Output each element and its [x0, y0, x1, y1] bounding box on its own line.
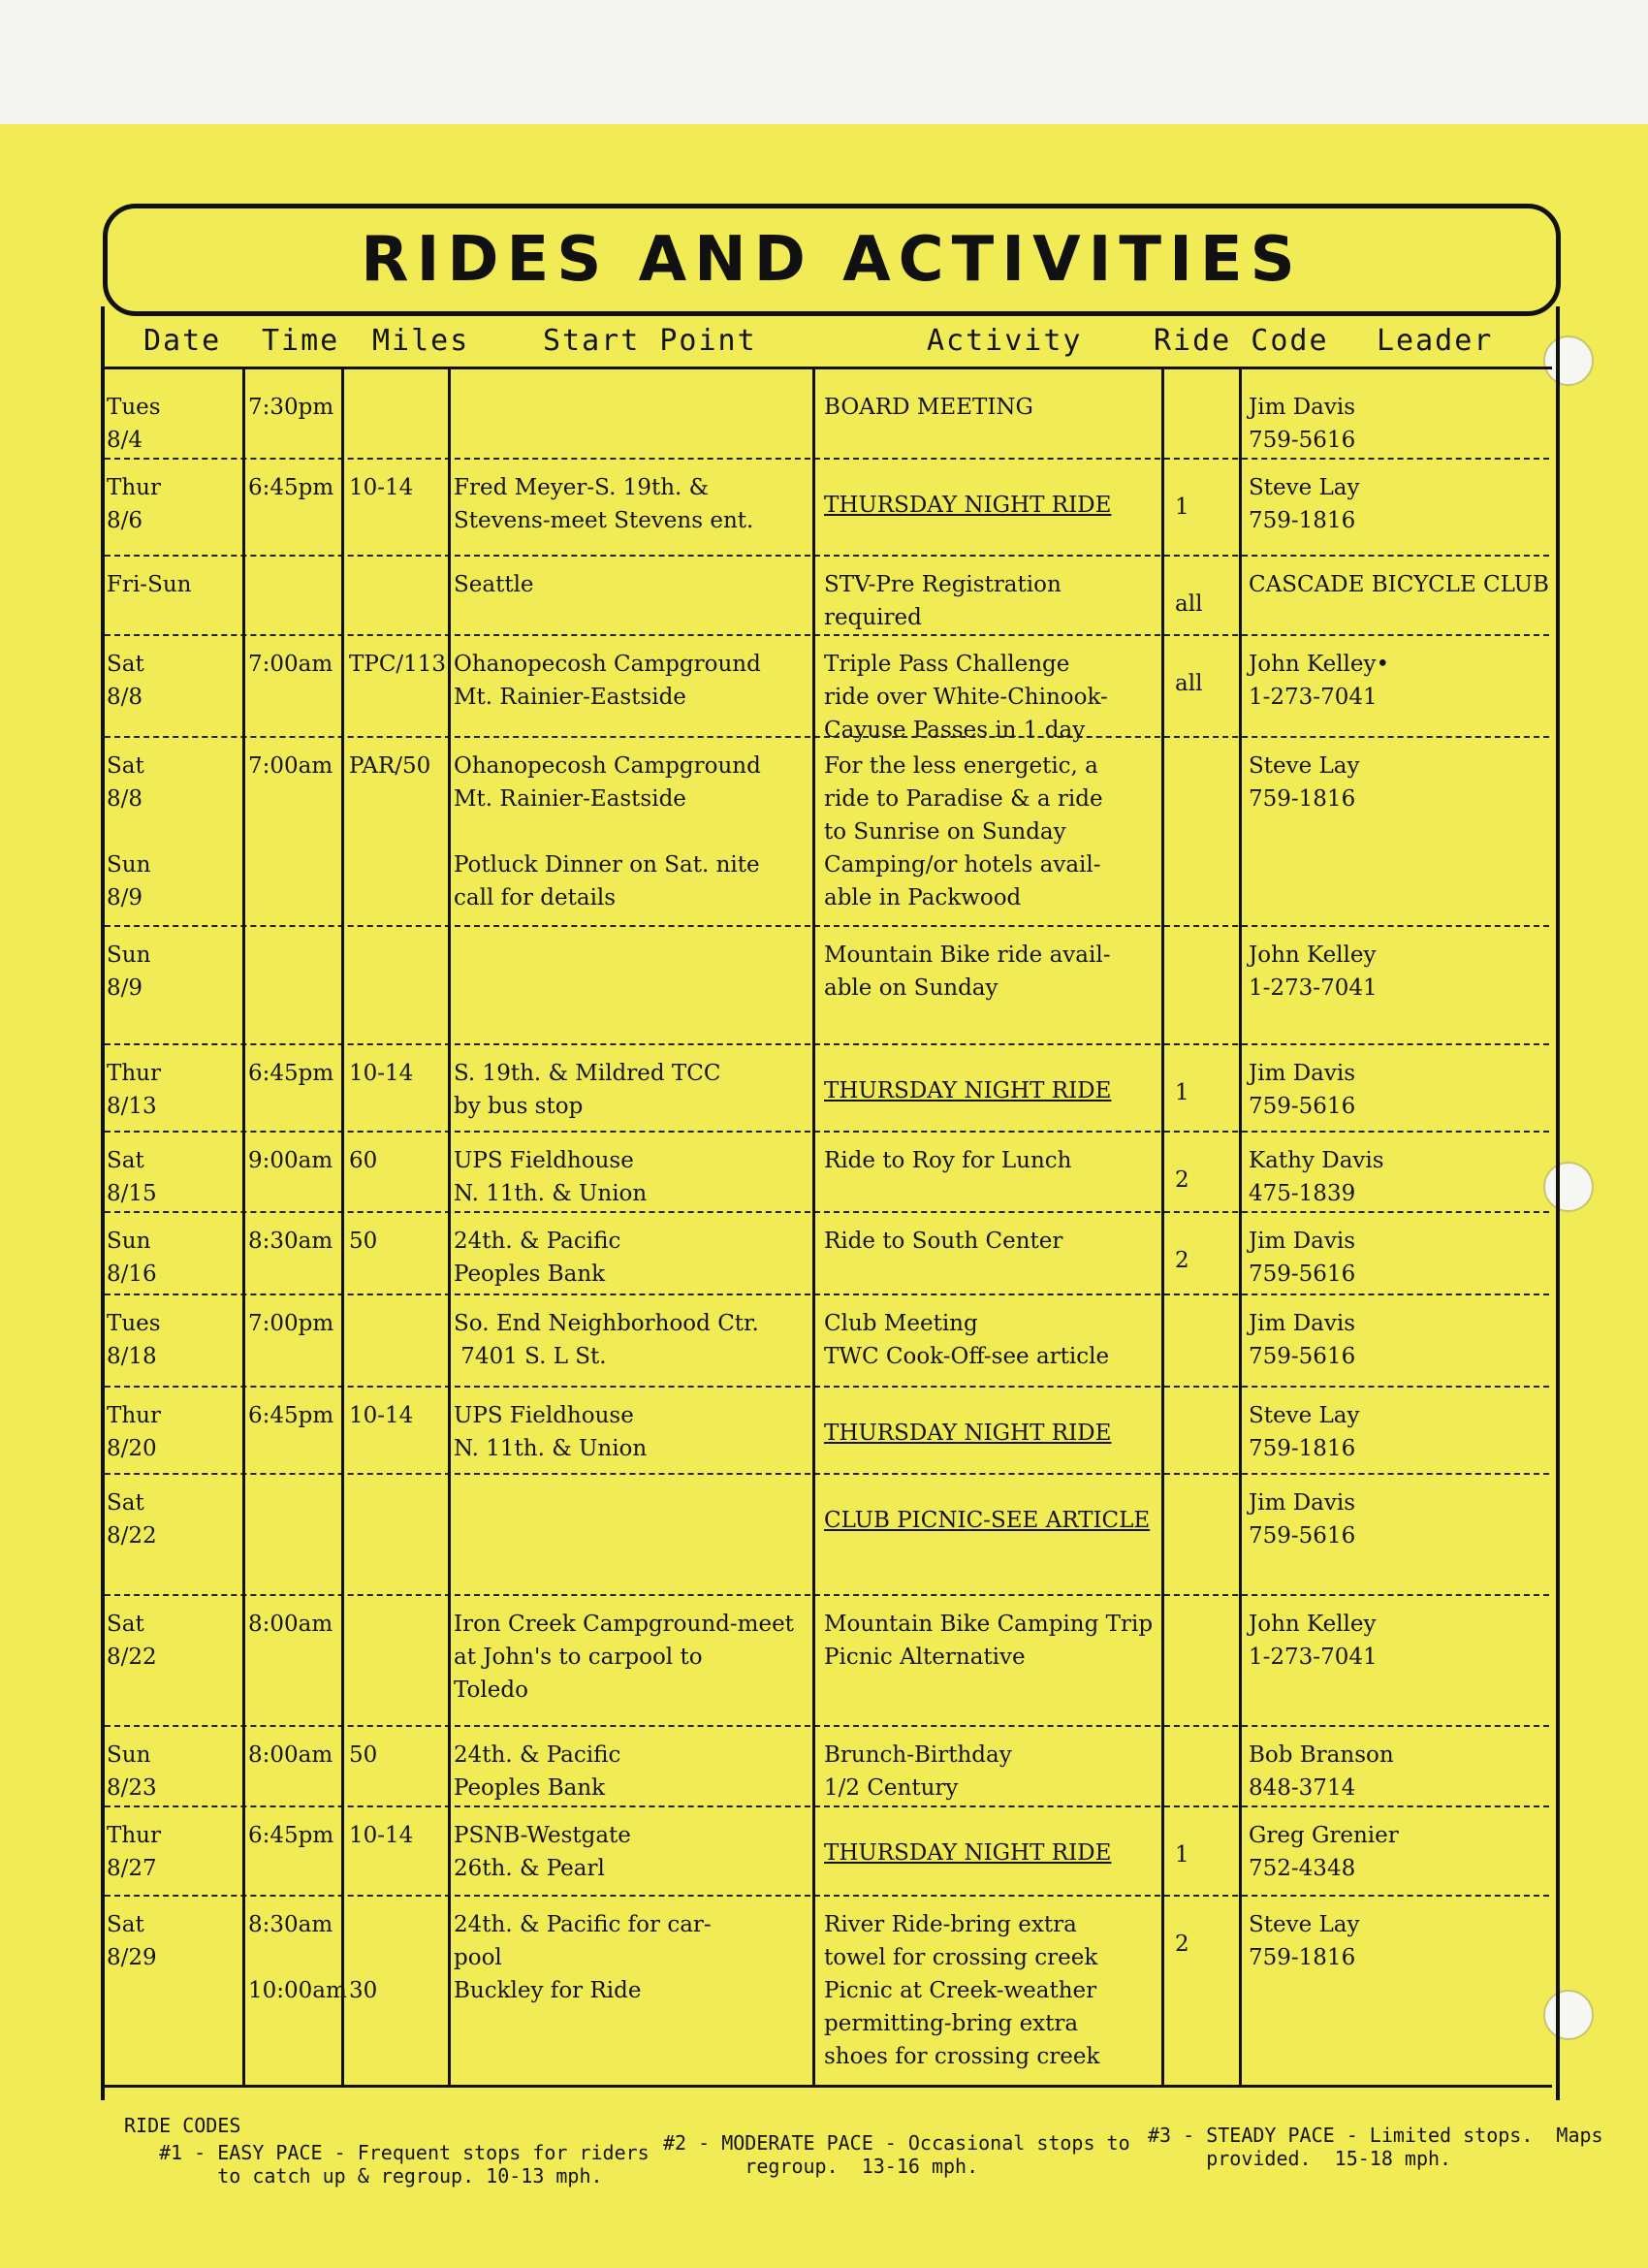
leader-cell: Jim Davis 759-5616 — [1249, 1490, 1356, 1549]
activity-cell: Mountain Bike Camping Trip Picnic Alternative — [824, 1612, 1154, 1670]
header-rule — [101, 367, 1552, 369]
ride-codes-heading: RIDE CODES — [124, 2114, 241, 2137]
activity-cell: BOARD MEETING — [824, 395, 1033, 420]
date-cell: Thur 8/13 — [107, 1061, 161, 1119]
start-point-cell: S. 19th. & Mildred TCC by bus stop — [454, 1061, 721, 1119]
column-header-ride-code: Ride Code — [1154, 324, 1329, 358]
row-divider — [105, 925, 1549, 927]
start-point-cell: Ohanopecosh Campground Mt. Rainier-Eastside Potluck Dinner on Sat. nite call for details — [454, 753, 761, 910]
time-cell: 8:00am — [248, 1612, 333, 1637]
leader-cell: Kathy Davis 475-1839 — [1249, 1148, 1384, 1206]
column-header-date: Date — [143, 324, 222, 358]
row-divider — [105, 1131, 1549, 1133]
miles-cell: 10-14 — [349, 1403, 414, 1428]
start-point-cell: UPS Fieldhouse N. 11th. & Union — [454, 1148, 648, 1206]
leader-cell: Steve Lay 759-1816 — [1249, 1403, 1360, 1461]
activity-cell: STV-Pre Registration required — [824, 572, 1062, 630]
start-point-cell: Iron Creek Campground-meet at John's to carpool to Toledo — [454, 1612, 794, 1703]
date-cell: Sat 8/15 — [107, 1148, 157, 1206]
time-cell: 8:00am — [248, 1742, 333, 1768]
date-cell: Tues 8/4 — [107, 395, 161, 453]
leader-cell: John Kelley• 1-273-7041 — [1249, 652, 1390, 710]
column-divider — [448, 367, 451, 2085]
leader-cell: Jim Davis 759-5616 — [1249, 395, 1356, 453]
title-banner — [103, 204, 1561, 316]
row-divider — [105, 1725, 1549, 1727]
activity-cell: CLUB PICNIC-SEE ARTICLE — [824, 1508, 1151, 1533]
date-cell: Fri-Sun — [107, 572, 192, 597]
leader-cell: CASCADE BICYCLE CLUB — [1249, 572, 1549, 597]
date-cell: Thur 8/6 — [107, 475, 161, 533]
leader-cell: Bob Branson 848-3714 — [1249, 1742, 1394, 1801]
column-header-start-point: Start Point — [543, 324, 757, 358]
activity-cell: River Ride-bring extra towel for crossing creek Picnic at Creek-weather permitting-bring extra shoes for crossing creek — [824, 1912, 1100, 2069]
ride-code-cell: 1 — [1175, 1080, 1189, 1105]
row-divider — [105, 1294, 1549, 1295]
leader-cell: John Kelley 1-273-7041 — [1249, 942, 1378, 1001]
page-title: RIDES AND ACTIVITIES — [361, 224, 1303, 296]
time-cell: 6:45pm — [248, 1823, 334, 1848]
row-divider — [105, 458, 1549, 460]
date-cell: Tues 8/18 — [107, 1311, 161, 1369]
start-point-cell: Seattle — [454, 572, 534, 597]
column-header-time: Time — [262, 324, 340, 358]
date-cell: Sat 8/22 — [107, 1490, 157, 1549]
leader-cell: Steve Lay 759-1816 — [1249, 1912, 1360, 1970]
row-divider — [105, 1473, 1549, 1475]
leader-cell: Jim Davis 759-5616 — [1249, 1061, 1356, 1119]
leader-cell: Jim Davis 759-5616 — [1249, 1311, 1356, 1369]
date-cell: Sun 8/23 — [107, 1742, 157, 1801]
time-cell: 8:30am — [248, 1229, 333, 1254]
row-divider — [105, 555, 1549, 557]
column-header-leader: Leader — [1377, 324, 1494, 358]
miles-cell: 60 — [349, 1148, 378, 1173]
activity-cell: THURSDAY NIGHT RIDE — [824, 1078, 1112, 1103]
ride-code-cell: 2 — [1175, 1167, 1189, 1193]
table-bottom-rule — [101, 2085, 1552, 2088]
row-divider — [105, 1211, 1549, 1213]
row-divider — [105, 1386, 1549, 1388]
miles-cell: 10-14 — [349, 1061, 414, 1086]
column-divider — [1161, 367, 1164, 2085]
column-header-miles: Miles — [372, 324, 470, 358]
activity-cell: Ride to Roy for Lunch — [824, 1148, 1072, 1173]
activity-cell: For the less energetic, a ride to Paradise & a ride to Sunrise on Sunday Camping/or hotels avail- able in Packwood — [824, 753, 1103, 910]
time-cell: 6:45pm — [248, 1061, 334, 1086]
activity-cell: THURSDAY NIGHT RIDE — [824, 493, 1112, 518]
miles-cell: PAR/50 — [349, 753, 431, 779]
column-divider — [341, 367, 344, 2085]
start-point-cell: UPS Fieldhouse N. 11th. & Union — [454, 1403, 648, 1461]
time-cell: 6:45pm — [248, 475, 334, 500]
date-cell: Sat 8/29 — [107, 1912, 157, 1970]
row-divider — [105, 1043, 1549, 1045]
leader-cell: Steve Lay 759-1816 — [1249, 475, 1360, 533]
leader-cell: Greg Grenier 752-4348 — [1249, 1823, 1399, 1881]
column-divider — [1239, 367, 1242, 2085]
activity-cell: Ride to South Center — [824, 1229, 1063, 1254]
miles-cell: 30 — [349, 1978, 378, 2003]
miles-cell: 10-14 — [349, 475, 414, 500]
row-divider — [105, 736, 1549, 738]
ride-code-cell: 1 — [1175, 1842, 1189, 1868]
column-divider — [242, 367, 245, 2085]
time-cell: 7:00am — [248, 753, 333, 779]
ride-code-cell: all — [1175, 591, 1203, 617]
start-point-cell: PSNB-Westgate 26th. & Pearl — [454, 1823, 631, 1881]
time-cell: 9:00am — [248, 1148, 333, 1173]
leader-cell: John Kelley 1-273-7041 — [1249, 1612, 1378, 1670]
date-cell: Sat 8/22 — [107, 1612, 157, 1670]
activity-cell: Club Meeting TWC Cook-Off-see article — [824, 1311, 1110, 1369]
scan-top-margin — [0, 0, 1648, 124]
leader-cell: Steve Lay 759-1816 — [1249, 753, 1360, 812]
start-point-cell: 24th. & Pacific Peoples Bank — [454, 1229, 621, 1287]
miles-cell: 10-14 — [349, 1823, 414, 1848]
ride-code-cell: 1 — [1175, 495, 1189, 520]
leader-cell: Jim Davis 759-5616 — [1249, 1229, 1356, 1287]
time-cell: 6:45pm — [248, 1403, 334, 1428]
ride-code-cell: 2 — [1175, 1932, 1189, 1957]
ride-code-cell: 2 — [1175, 1248, 1189, 1273]
column-divider — [812, 367, 815, 2085]
start-point-cell: 24th. & Pacific for car- pool Buckley for Ride — [454, 1912, 712, 2003]
date-cell: Thur 8/20 — [107, 1403, 161, 1461]
time-cell: 7:00pm — [248, 1311, 334, 1336]
time-cell: 7:00am — [248, 652, 333, 677]
miles-cell: 50 — [349, 1229, 378, 1254]
ride-code-2: #2 - MODERATE PACE - Occasional stops to regroup. 13-16 mph. — [663, 2131, 1130, 2178]
ride-code-1: #1 - EASY PACE - Frequent stops for riders to catch up & regroup. 10-13 mph. — [159, 2141, 650, 2188]
date-cell: Sat 8/8 — [107, 652, 144, 710]
date-cell: Sun 8/16 — [107, 1229, 157, 1287]
activity-cell: Mountain Bike ride avail- able on Sunday — [824, 942, 1111, 1001]
activity-cell: THURSDAY NIGHT RIDE — [824, 1421, 1112, 1446]
date-cell: Sun 8/9 — [107, 942, 151, 1001]
row-divider — [105, 1805, 1549, 1807]
miles-cell: 50 — [349, 1742, 378, 1768]
start-point-cell: 24th. & Pacific Peoples Bank — [454, 1742, 621, 1801]
date-cell: Thur 8/27 — [107, 1823, 161, 1881]
ride-code-3: #3 - STEADY PACE - Limited stops. Maps provided. 15-18 mph. — [1148, 2124, 1603, 2170]
activity-cell: Brunch-Birthday 1/2 Century — [824, 1742, 1012, 1801]
row-divider — [105, 1895, 1549, 1897]
miles-cell: TPC/113 — [349, 652, 447, 677]
start-point-cell: Ohanopecosh Campground Mt. Rainier-Eastside — [454, 652, 761, 710]
date-cell: Sat 8/8 Sun 8/9 — [107, 753, 151, 910]
start-point-cell: Fred Meyer-S. 19th. & Stevens-meet Stevens ent. — [454, 475, 754, 533]
time-cell: 7:30pm — [248, 395, 334, 420]
activity-cell: Triple Pass Challenge ride over White-Chinook- Cayuse Passes in 1 day — [824, 652, 1108, 743]
ride-code-cell: all — [1175, 671, 1203, 696]
activity-cell: THURSDAY NIGHT RIDE — [824, 1840, 1112, 1866]
row-divider — [105, 1594, 1549, 1596]
column-header-activity: Activity — [927, 324, 1083, 358]
time-cell: 8:30am 10:00am — [248, 1912, 347, 2003]
start-point-cell: So. End Neighborhood Ctr. 7401 S. L St. — [454, 1311, 759, 1369]
row-divider — [105, 634, 1549, 636]
